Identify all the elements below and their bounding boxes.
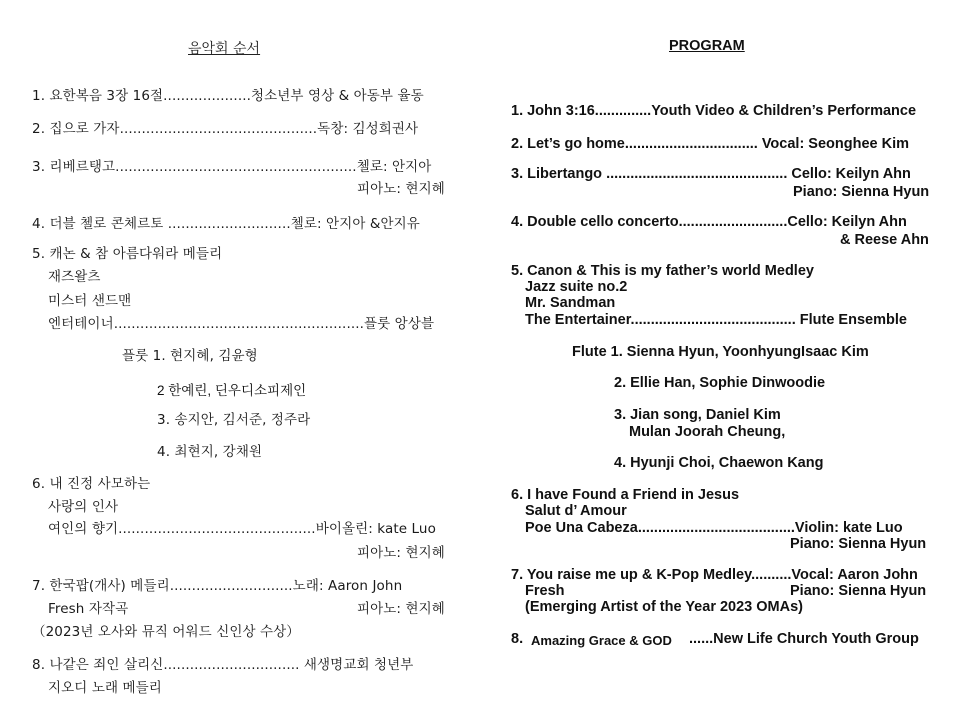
en-flute-group-2: 2. Ellie Han, Sophie Dinwoodie [614, 375, 826, 391]
kr-item-5-sub-2: 미스터 샌드맨 [48, 293, 132, 309]
en-flute-group-3-sub: Mulan Joorah Cheung, [629, 424, 786, 440]
kr-item-8: 8. 나같은 죄인 살리신............................... 새생명교회 청년부 [32, 657, 414, 673]
english-title: PROGRAM [669, 38, 745, 54]
en-flute-group-3: 3. Jian song, Daniel Kim [614, 407, 781, 423]
kr-item-8-sub: 지오디 노래 메들리 [48, 680, 162, 696]
en-item-5-sub-1: Jazz suite no.2 [525, 279, 628, 295]
en-item-3: 3. Libertango ............................................. Cello: Keilyn Ahn [511, 166, 911, 182]
en-item-6-sub-2: Poe Una Cabeza.......................................Violin: kate Luo [525, 520, 903, 536]
en-item-5-sub-3: The Entertainer......................................... Flute Ensemble [525, 312, 907, 328]
en-item-1: 1. John 3:16..............Youth Video & Children’s Performance [511, 103, 917, 119]
kr-item-3: 3. 리베르탱고.......................................................첼로: 안지아 [32, 159, 432, 175]
kr-item-6-sub-2: 여인의 향기.............................................바이올린: kate Luo [48, 521, 436, 537]
kr-item-3-piano: 피아노: 현지혜 [357, 181, 445, 197]
en-item-4: 4. Double cello concerto...........................Cello: Keilyn Ahn [511, 214, 907, 230]
kr-item-7-sub: Fresh 자작곡 [48, 601, 129, 617]
kr-item-1: 1. 요한복음 3장 16절....................청소년부 영상 & 아동부 율동 [32, 88, 424, 104]
kr-item-2: 2. 집으로 가자.............................................독창: 김성희권사 [32, 121, 419, 137]
kr-item-5-sub-1: 재즈왈츠 [48, 269, 101, 285]
en-item-6-sub-1: Salut d’ Amour [525, 503, 627, 519]
kr-item-7: 7. 한국팝(개사) 메들리............................노래: Aaron John [32, 578, 403, 594]
en-item-6: 6. I have Found a Friend in Jesus [511, 487, 740, 503]
kr-item-4: 4. 더블 첼로 콘체르토 ............................첼로: 안지아 &안지유 [32, 216, 420, 232]
en-item-6-piano: Piano: Sienna Hyun [790, 536, 927, 552]
kr-item-5-sub-3: 엔터테이너.........................................................플룻 앙상블 [48, 316, 435, 332]
en-item-5: 5. Canon & This is my father’s world Medley [511, 263, 814, 279]
en-item-4-sub: & Reese Ahn [840, 232, 929, 248]
kr-flute-group-2: 2 한예린, 딘우디소피제인 [157, 383, 307, 398]
kr-item-6: 6. 내 진정 사모하는 [32, 476, 151, 492]
kr-item-7-piano: 피아노: 현지혜 [357, 601, 445, 617]
en-flute-group-1: Flute 1. Sienna Hyun, YoonhyungIsaac Kim [572, 344, 869, 360]
en-item-7-piano: Piano: Sienna Hyun [790, 583, 927, 599]
en-flute-group-4: 4. Hyunji Choi, Chaewon Kang [614, 455, 824, 471]
en-item-5-sub-2: Mr. Sandman [525, 295, 616, 311]
kr-flute-group-4: 4. 최현지, 강채원 [157, 444, 263, 460]
en-item-8-performer: ......New Life Church Youth Group [689, 631, 919, 647]
en-item-8-number: 8. [511, 631, 524, 647]
kr-item-7-award: （2023년 오사와 뮤직 어워드 신인상 수상） [32, 624, 300, 640]
en-item-3-piano: Piano: Sienna Hyun [793, 184, 930, 200]
en-item-7-award: (Emerging Artist of the Year 2023 OMAs) [525, 599, 803, 615]
en-item-8-title: Amazing Grace & GOD [531, 633, 672, 648]
en-item-7: 7. You raise me up & K-Pop Medley..........Vocal: Aaron John [511, 567, 918, 583]
en-item-2: 2. Let’s go home................................. Vocal: Seonghee Kim [511, 136, 910, 152]
korean-title: 음악회 순서 [188, 41, 261, 57]
en-item-7-sub: Fresh [525, 583, 565, 599]
kr-item-5: 5. 캐논 & 참 아름다워라 메들리 [32, 246, 223, 262]
kr-flute-group-1: 플룻 1. 현지혜, 김윤형 [122, 348, 258, 364]
kr-item-6-piano: 피아노: 현지혜 [357, 545, 445, 561]
kr-item-6-sub-1: 사랑의 인사 [48, 499, 119, 515]
kr-flute-group-3: 3. 송지안, 김서준, 정주라 [157, 412, 311, 428]
